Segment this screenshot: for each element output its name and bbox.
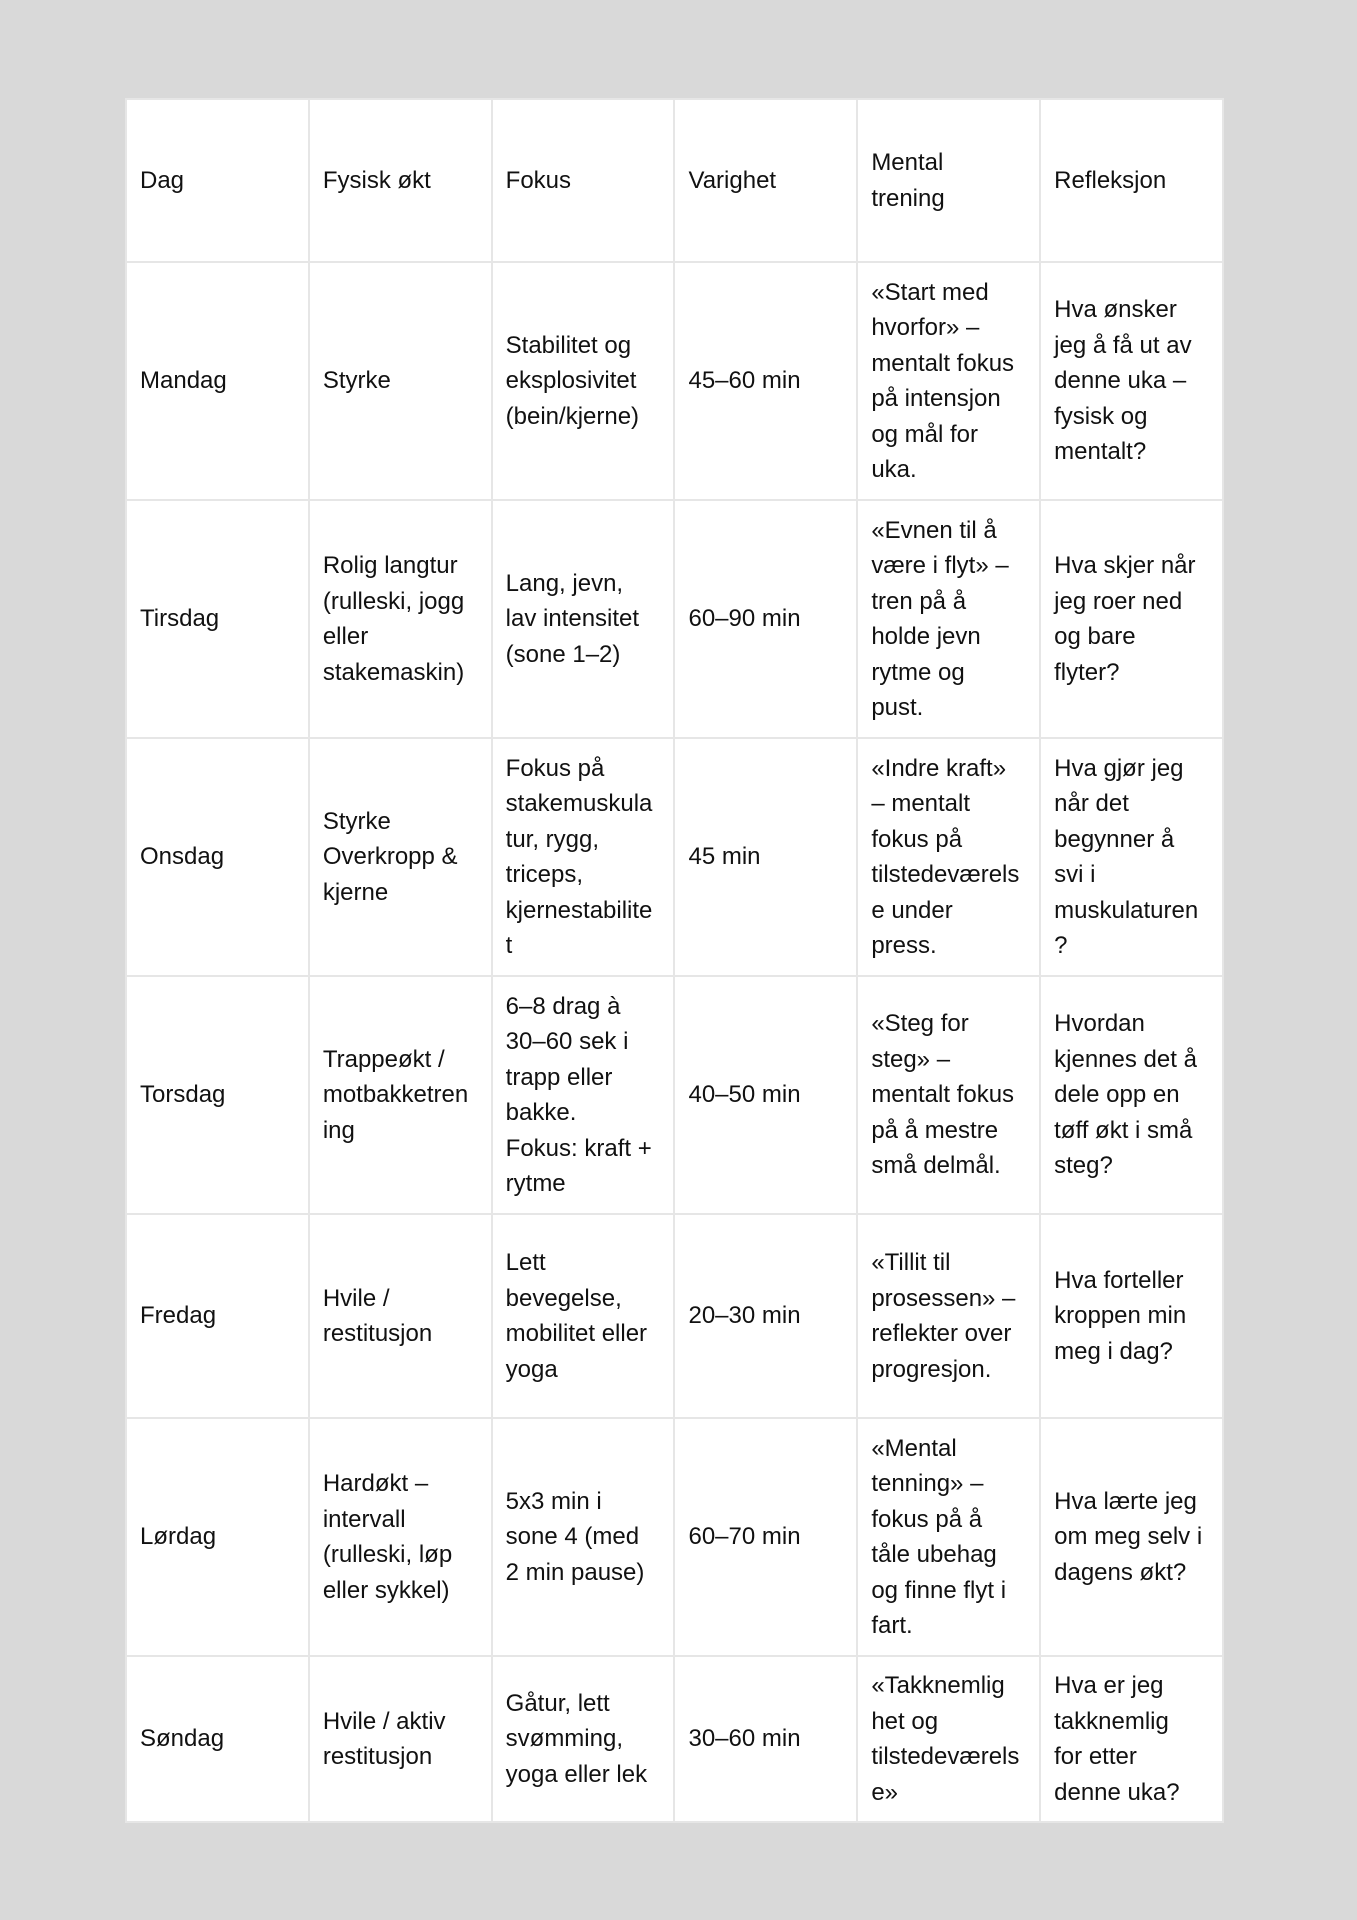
cell-dag: Onsdag — [126, 738, 309, 976]
cell-refleksjon: Hva forteller kroppen min meg i dag? — [1040, 1214, 1223, 1418]
cell-refleksjon: Hva skjer når jeg roer ned og bare flyter? — [1040, 500, 1223, 738]
cell-refleksjon: Hva er jeg takknemlig for etter denne uka? — [1040, 1656, 1223, 1822]
cell-varighet: 20–30 min — [674, 1214, 857, 1418]
cell-mental-trening: «Takknemlig het og tilstedeværels e» — [857, 1656, 1040, 1822]
table-row — [126, 976, 1223, 1214]
cell-varighet: 45–60 min — [674, 262, 857, 500]
cell-mental-trening: «Start med hvorfor» – mentalt fokus på intensjon og mål for uka. — [857, 262, 1040, 500]
cell-refleksjon: Hva ønsker jeg å få ut av denne uka – fysisk og mentalt? — [1040, 262, 1223, 500]
cell-fysisk-okt: Rolig langtur (rulleski, jogg eller stakemaskin) — [309, 500, 492, 738]
cell-dag: Torsdag — [126, 976, 309, 1214]
header-cell-refleksjon: Refleksjon — [1040, 99, 1223, 262]
cell-fysisk-okt: Hvile / aktiv restitusjon — [309, 1656, 492, 1822]
cell-dag: Mandag — [126, 262, 309, 500]
cell-dag: Søndag — [126, 1656, 309, 1822]
cell-fokus: Gåtur, lett svømming, yoga eller lek — [492, 1656, 675, 1822]
cell-fokus: 6–8 drag à 30–60 sek i trapp eller bakke. Fokus: kraft + rytme — [492, 976, 675, 1214]
cell-mental-trening: «Tillit til prosessen» – reflekter over progresjon. — [857, 1214, 1040, 1418]
table-row — [126, 262, 1223, 500]
cell-fysisk-okt: Hardøkt – intervall (rulleski, løp eller sykkel) — [309, 1418, 492, 1656]
cell-varighet: 60–90 min — [674, 500, 857, 738]
cell-fysisk-okt: Styrke Overkropp & kjerne — [309, 738, 492, 976]
header-cell-fysisk-okt: Fysisk økt — [309, 99, 492, 262]
cell-fysisk-okt: Trappeøkt / motbakketren ing — [309, 976, 492, 1214]
cell-fokus: 5x3 min i sone 4 (med 2 min pause) — [492, 1418, 675, 1656]
cell-varighet: 60–70 min — [674, 1418, 857, 1656]
cell-fokus: Fokus på stakemuskula tur, rygg, triceps, kjernestabilite t — [492, 738, 675, 976]
table-row — [126, 1214, 1223, 1418]
table-row — [126, 500, 1223, 738]
header-cell-fokus: Fokus — [492, 99, 675, 262]
cell-refleksjon: Hva gjør jeg når det begynner å svi i muskulaturen ? — [1040, 738, 1223, 976]
table-header-row — [126, 99, 1223, 262]
cell-varighet: 45 min — [674, 738, 857, 976]
cell-varighet: 30–60 min — [674, 1656, 857, 1822]
cell-fokus: Stabilitet og eksplosivitet (bein/kjerne) — [492, 262, 675, 500]
cell-mental-trening: «Mental tenning» – fokus på å tåle ubehag og finne flyt i fart. — [857, 1418, 1040, 1656]
header-cell-varighet: Varighet — [674, 99, 857, 262]
cell-fysisk-okt: Hvile / restitusjon — [309, 1214, 492, 1418]
cell-refleksjon: Hva lærte jeg om meg selv i dagens økt? — [1040, 1418, 1223, 1656]
cell-dag: Fredag — [126, 1214, 309, 1418]
table-row — [126, 738, 1223, 976]
cell-refleksjon: Hvordan kjennes det å dele opp en tøff økt i små steg? — [1040, 976, 1223, 1214]
cell-fokus: Lang, jevn, lav intensitet (sone 1–2) — [492, 500, 675, 738]
header-cell-dag: Dag — [126, 99, 309, 262]
cell-fokus: Lett bevegelse, mobilitet eller yoga — [492, 1214, 675, 1418]
cell-fysisk-okt: Styrke — [309, 262, 492, 500]
training-plan-table — [125, 98, 1224, 1823]
cell-mental-trening: «Steg for steg» – mentalt fokus på å mestre små delmål. — [857, 976, 1040, 1214]
cell-dag: Tirsdag — [126, 500, 309, 738]
table-row — [126, 1418, 1223, 1656]
header-cell-mental-trening: Mental trening — [857, 99, 1040, 262]
cell-mental-trening: «Evnen til å være i flyt» – tren på å holde jevn rytme og pust. — [857, 500, 1040, 738]
table-row — [126, 1656, 1223, 1822]
cell-varighet: 40–50 min — [674, 976, 857, 1214]
cell-mental-trening: «Indre kraft» – mentalt fokus på tilstedeværels e under press. — [857, 738, 1040, 976]
cell-dag: Lørdag — [126, 1418, 309, 1656]
